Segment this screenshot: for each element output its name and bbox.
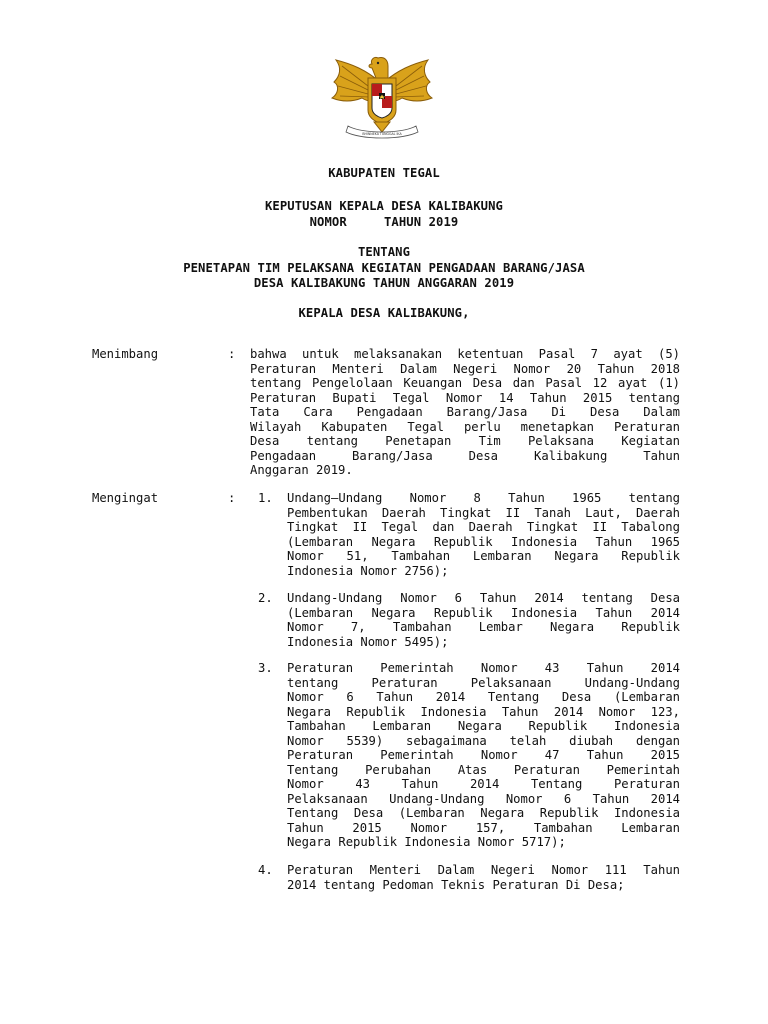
text-line: Tentang Desa (Lembaran Negara Republik Indonesia (287, 806, 680, 820)
text-line: Nomor 43 Tahun 2014 Tentang Peraturan (287, 777, 680, 791)
text-line: Tingkat II Tegal dan Daerah Tingkat II Tabalong (287, 520, 680, 534)
text-line: tentang Peraturan Pelaksanaan Undang-Undang (287, 675, 680, 690)
menimbang-colon: : (228, 347, 236, 361)
text-line: Tahun 2015 Nomor 157, Tambahan Lembaran (287, 820, 680, 835)
text-line: Undang–Undang Nomor 8 Tahun 1965 tentang (287, 491, 680, 505)
text-line: Wilayah Kabupaten Tegal perlu menetapkan Peraturan (250, 419, 680, 434)
subject-line-2: DESA KALIBAKUNG TAHUN ANGGARAN 2019 (253, 276, 515, 290)
text-line: (Lembaran Negara Republik Indonesia Tahun 1965 (287, 534, 680, 549)
text-line: Pembentukan Daerah Tingkat II Tanah Laut, Daerah (287, 505, 680, 520)
text-line: Peraturan Pemerintah Nomor 47 Tahun 2015 (287, 748, 680, 762)
text-line: bahwa untuk melaksanakan ketentuan Pasal 7 ayat (5) (250, 347, 680, 361)
mengingat-item-3 (287, 661, 680, 850)
item-number-1: 1. (258, 491, 273, 505)
text-line: Tentang Perubahan Atas Peraturan Pemerintah (287, 762, 680, 777)
text-line: Tata Cara Pengadaan Barang/Jasa Di Desa Dalam (250, 405, 680, 419)
text-line: Nomor 5539) sebagaimana telah diubah dengan (287, 733, 680, 748)
text-line: 2014 tentang Pedoman Teknis Peraturan Di Desa; (287, 877, 625, 892)
text-line: Undang-Undang Nomor 6 Tahun 2014 tentang Desa (287, 591, 680, 605)
decree-number: NOMOR TAHUN 2019 (309, 215, 459, 229)
decree-title: KEPUTUSAN KEPALA DESA KALIBAKUNG (265, 199, 503, 213)
text-line: Indonesia Nomor 5495); (287, 634, 449, 649)
text-line: Tambahan Lembaran Negara Republik Indonesia (287, 719, 680, 733)
menimbang-label: Menimbang (92, 347, 159, 361)
text-line: Pengadaan Barang/Jasa Desa Kalibakung Tahun (250, 448, 680, 463)
mengingat-item-4 (287, 863, 680, 892)
mengingat-label: Mengingat (92, 491, 159, 505)
text-line: Nomor 51, Tambahan Lembaran Negara Republik (287, 549, 680, 563)
text-line: Peraturan Menteri Dalam Negeri Nomor 20 Tahun 2018 (250, 361, 680, 376)
text-line: (Lembaran Negara Republik Indonesia Tahun 2014 (287, 605, 680, 620)
text-line: Indonesia Nomor 2756); (287, 563, 449, 578)
text-line: Negara Republik Indonesia Tahun 2014 Nomor 123, (287, 704, 680, 719)
region-title: KABUPATEN TEGAL (328, 166, 440, 180)
item-number-4: 4. (258, 863, 273, 877)
text-line: Desa tentang Penetapan Tim Pelaksana Kegiatan (250, 434, 680, 448)
issuer-title: KEPALA DESA KALIBAKUNG, (298, 306, 470, 320)
text-line: Nomor 6 Tahun 2014 Tentang Desa (Lembaran (287, 690, 680, 704)
mengingat-item-1 (287, 491, 680, 578)
text-line: Peraturan Pemerintah Nomor 43 Tahun 2014 (287, 661, 680, 675)
garuda-emblem-icon (318, 52, 446, 140)
text-line: Peraturan Menteri Dalam Negeri Nomor 111 Tahun (287, 863, 680, 877)
mengingat-item-2 (287, 591, 680, 649)
subject-line-1: PENETAPAN TIM PELAKSANA KEGIATAN PENGADAAN BARANG/JASA (183, 261, 585, 275)
text-line: Pelaksanaan Undang-Undang Nomor 6 Tahun 2014 (287, 791, 680, 806)
about-label: TENTANG (357, 245, 411, 259)
text-line: Nomor 7, Tambahan Lembar Negara Republik (287, 620, 680, 634)
item-number-3: 3. (258, 661, 273, 675)
text-line: tentang Pengelolaan Keuangan Desa dan Pasal 12 ayat (1) (250, 376, 680, 390)
text-line: Peraturan Bupati Tegal Nomor 14 Tahun 2015 tentang (250, 390, 680, 405)
text-line: Negara Republik Indonesia Nomor 5717); (287, 835, 566, 849)
menimbang-paragraph (250, 347, 680, 478)
item-number-2: 2. (258, 591, 273, 605)
mengingat-colon: : (228, 491, 236, 505)
text-line: Anggaran 2019. (250, 463, 353, 477)
svg-text:BHINNEKA TUNGGAL IKA: BHINNEKA TUNGGAL IKA (362, 132, 402, 136)
